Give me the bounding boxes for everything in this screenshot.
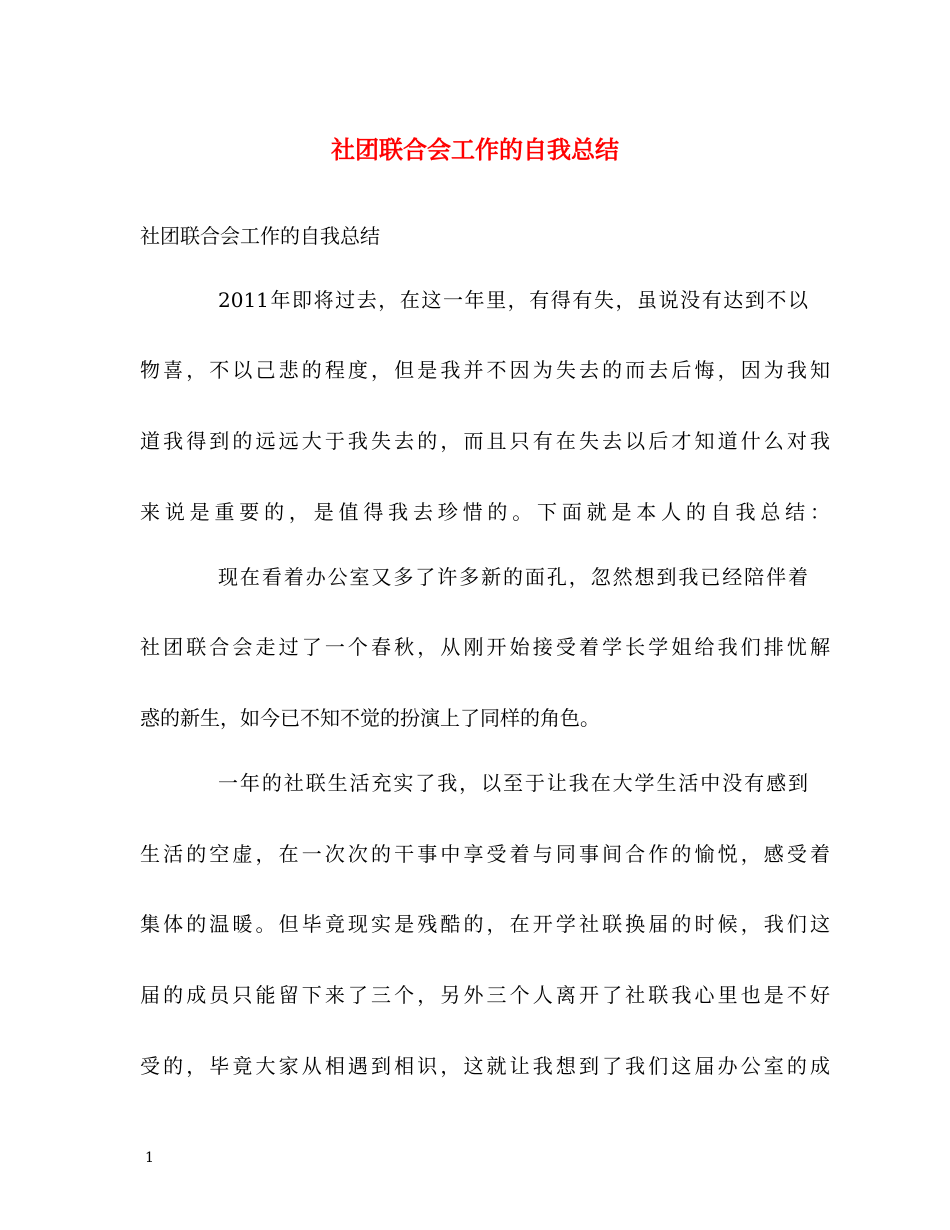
page-number: 1 xyxy=(145,1150,154,1166)
paragraph-line: 生活的空虚，在一次次的干事中享受着与同事间合作的愉悦，感受着 xyxy=(140,842,830,866)
paragraph-line: 物喜，不以己悲的程度，但是我并不因为失去的而去后悔，因为我知 xyxy=(140,358,830,382)
document-subtitle: 社团联合会工作的自我总结 xyxy=(140,224,380,248)
page-title: 社团联合会工作的自我总结 xyxy=(331,135,619,164)
paragraph-line: 届的成员只能留下来了三个，另外三个人离开了社联我心里也是不好 xyxy=(140,983,830,1007)
paragraph-line: 社团联合会走过了一个春秋，从刚开始接受着学长学姐给我们排忧解 xyxy=(140,635,830,659)
paragraph-line: 2011年即将过去，在这一年里，有得有失，虽说没有达到不以 xyxy=(218,288,808,312)
paragraph-line: 一年的社联生活充实了我，以至于让我在大学生活中没有感到 xyxy=(218,771,808,795)
paragraph-line: 现在看着办公室又多了许多新的面孔，忽然想到我已经陪伴着 xyxy=(218,565,808,589)
paragraph-line: 道我得到的远远大于我失去的，而且只有在失去以后才知道什么对我 xyxy=(140,429,830,453)
paragraph-line: 来说是重要的，是值得我去珍惜的。下面就是本人的自我总结： xyxy=(140,500,830,524)
paragraph-line: 集体的温暖。但毕竟现实是残酷的，在开学社联换届的时候，我们这 xyxy=(140,912,830,936)
paragraph-line: 惑的新生，如今已不知不觉的扮演上了同样的角色。 xyxy=(140,706,600,730)
paragraph-line: 受的，毕竟大家从相遇到相识，这就让我想到了我们这届办公室的成 xyxy=(140,1054,830,1078)
